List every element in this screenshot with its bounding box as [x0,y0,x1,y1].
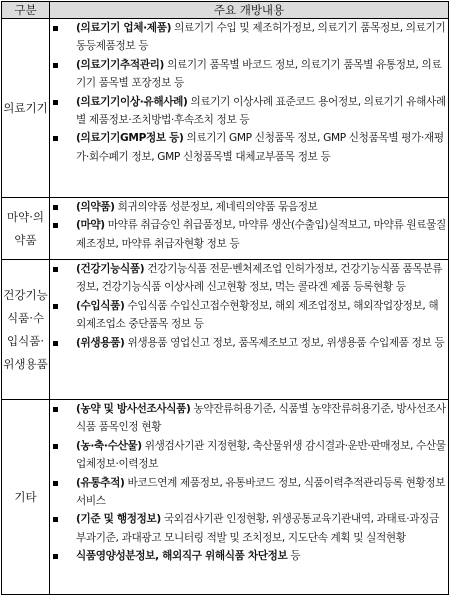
list-item [50,19,448,56]
item-heading: (유통추적) [76,476,125,489]
content-cell [50,198,449,260]
content-cell [50,400,449,595]
item-heading: (위생용품) [76,336,125,349]
category-cell [2,260,50,400]
item-text: 국외검사기관 인정현황, 위생공통교육기관내역, 과태료·과징금 부과기준, 과대광고 모니터링 적발 및 조치정보, 지도단속 계획 및 실적현황 [76,513,439,544]
list-item [50,297,448,334]
item-heading: (의료기기GMP정보 등) [76,132,184,145]
item-heading: (수입식품) [76,299,125,312]
category-label: 마약·의약품 [7,209,44,247]
bullet-icon [53,100,58,105]
item-text: 의료기기 품목별 바코드 정보, 의료기기 품목별 유통정보, 의료기기 품목별 포장정보 등 [76,58,442,90]
item-text: 위생검사기관 지정현황, 축산물위생 감시결과·운반·판매정보, 수산물업체정보·이력정보 [76,439,446,471]
content-cell [50,19,449,198]
item-heading: (의료기기이상·유해사례) [76,95,188,108]
item-heading: (마약) [76,219,105,232]
table-row [2,400,449,595]
bullet-icon [53,341,58,346]
category-cell [2,19,50,198]
item-heading: (의약품) [76,201,115,213]
category-column-header: 구분 [2,2,50,19]
table-row [2,19,449,198]
item-heading: (농약 및 방사선조사식품) [76,403,191,415]
item-text: 농약잔류허용기준, 식품별 농약잔류허용기준, 방사선조사식품 품목인정 현황 [76,403,446,434]
category-label: 의료기기 [3,100,48,115]
item-text: 등 [287,550,301,563]
bullet-icon [53,444,58,449]
bullet-icon [53,136,58,141]
list-item [50,334,448,352]
table-row [2,198,449,260]
item-text: 희귀의약품 성분정보, 제네릭의약품 묶음정보 [114,201,318,213]
item-heading: (의료기기추적관리) [76,58,165,71]
list-item [50,93,448,130]
content-column-header: 주요 개방내용 [50,2,449,19]
bullet-icon [53,223,58,228]
item-text: 수입식품 수입신고접수현황정보, 해외 제조업정보, 해외작업장정보, 해외제조업소 중단품목 정보 등 [76,299,439,331]
open-data-table [1,1,449,595]
item-text: 건강기능식품 전문·벤처제조업 인허가정보, 건강기능식품 품목분류정보, 건강기능식품 이상사례 신고현황 정보, 먹는 콜라겐 제품 등록현황 등 [76,263,443,294]
bullet-icon [53,554,58,559]
item-text: 의료기기 GMP 신청품목 정보, GMP 신청품목별 평가·재평가·회수폐기 정보, GMP 신청품목별 대체교부품목 정보 등 [76,132,444,163]
list-item [50,437,448,474]
item-heading: (의료기기 업체·제품) [76,22,172,34]
item-text: 마약류 취급승인 취급품정보, 마약류 생산(수출입)실적보고, 마약류 원료물질 제조정보, 마약류 취급자현황 정보 등 [76,219,446,250]
table-header-row [2,2,449,19]
item-heading: 식품영양성분정보, 해외직구 위해식품 차단정보 [76,550,288,563]
list-item [50,129,448,166]
item-text: 바코드연계 제품정보, 유통바코드 정보, 식품이력추적관리등록 현황정보 서비스 [76,476,446,508]
item-heading: (농·축·수산물) [76,439,142,452]
list-item [50,400,448,437]
bullet-icon [53,304,58,309]
item-heading: (건강기능식품) [76,263,145,275]
list-item [50,56,448,93]
item-text: 위생용품 영업신고 정보, 품목제조보고 정보, 위생용품 수입제품 정보 등 [124,336,445,349]
bullet-icon [53,267,58,272]
list-item [50,474,448,511]
bullet-icon [53,63,58,68]
bullet-icon [53,481,58,486]
list-item [50,216,448,253]
list-item [50,510,448,547]
bullet-icon [53,517,58,522]
item-text: 의료기기 이상사례 표준코드 용어정보, 의료기기 유해사례별 제품정보·조치방법·후속조치 정보 등 [76,95,446,127]
bullet-icon [53,407,58,412]
list-item [50,260,448,297]
item-heading: (기준 및 행정정보) [76,513,161,526]
list-item [50,198,448,216]
category-cell [2,400,50,595]
table-row [2,260,449,400]
bullet-icon [53,26,58,31]
category-cell [2,198,50,260]
category-label: 건강기능식품·수입식품·위생용품 [3,287,48,371]
content-cell [50,260,449,400]
item-text: 의료기기 수입 및 제조허가정보, 의료기기 품목정보, 의료기기 동등제품정보 등 [76,22,446,53]
list-item [50,547,448,565]
bullet-icon [53,205,58,210]
category-label: 기타 [14,489,37,504]
